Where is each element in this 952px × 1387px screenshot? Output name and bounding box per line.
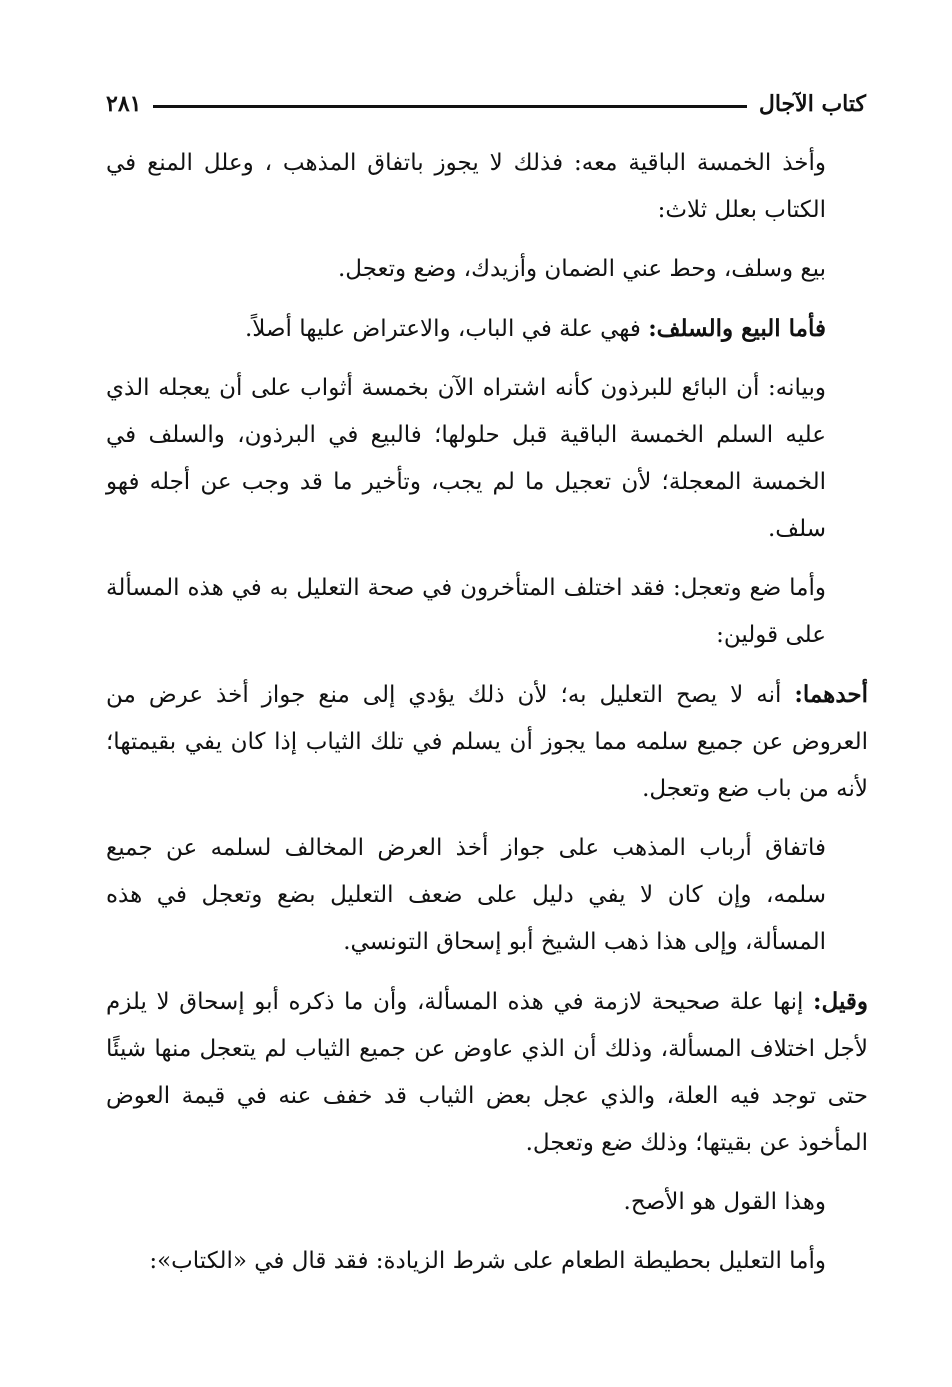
page-body (106, 140, 868, 1297)
paragraph: وبيانه: أن البائع للبرذون كأنه اشتراه الآن بخمسة أثواب على أن يعجله الذي عليه السلم الخمسة الباقية قبل حلولها؛ فالبيع في البرذون، والسلف في الخمسة المعجلة؛ لأن تعجيل ما لم يجب، وتأخير ما قد وجب عن أجله فهو سلف. (106, 375, 826, 542)
paragraph: وقيل: إنها علة صحيحة لازمة في هذه المسألة، وأن ما ذكره أبو إسحاق لا يلزم لأجل اختلاف المسألة، وذلك أن الذي عاوض عن جميع الثياب لم يتعجل منها شيئًا حتى توجد فيه العلة، والذي عجل بعض الثياب قد خفف عنه في قيمة العوض المأخوذ عن بقيتها؛ وذلك ضع وتعجل. (106, 988, 868, 1156)
paragraph: وأما التعليل بحطيطة الطعام على شرط الزيادة: فقد قال في «الكتاب»: (149, 1248, 826, 1274)
running-header (106, 84, 866, 124)
paragraph: وأما ضع وتعجل: فقد اختلف المتأخرون في صحة التعليل به في هذه المسألة على قولين: (106, 575, 826, 648)
paragraph-lead: وقيل: (813, 988, 868, 1015)
page-number: ٢٨١ (106, 91, 142, 117)
paragraph: أحدهما: أنه لا يصح التعليل به؛ لأن ذلك يؤدي إلى منع جواز أخذ عرض من العروض عن جميع سلمه مما يجوز أن يسلم في تلك الثياب إذا كان يفي بقيمتها؛ لأنه من باب ضع وتعجل. (106, 681, 868, 802)
paragraph-lead: فأما البيع والسلف: (648, 315, 826, 342)
paragraph-lead: أحدهما: (794, 681, 868, 708)
header-rule (153, 105, 746, 108)
paragraph: وهذا القول هو الأصح. (623, 1189, 826, 1215)
paragraph: فأما البيع والسلف: فهي علة في الباب، والاعتراض عليها أصلاً. (244, 315, 826, 342)
chapter-title: كتاب الآجال (758, 91, 866, 117)
paragraph: بيع وسلف، وحط عني الضمان وأزيدك، وضع وتعجل. (337, 256, 826, 282)
paragraph: فاتفاق أرباب المذهب على جواز أخذ العرض المخالف لسلمه عن جميع سلمه، وإن كان لا يفي دليل على ضعف التعليل بضع وتعجل في هذه المسألة، وإلى هذا ذهب الشيخ أبو إسحاق التونسي. (106, 835, 826, 955)
paragraph: وأخذ الخمسة الباقية معه: فذلك لا يجوز باتفاق المذهب ، وعلل المنع في الكتاب بعلل ثلاث: (106, 150, 826, 223)
